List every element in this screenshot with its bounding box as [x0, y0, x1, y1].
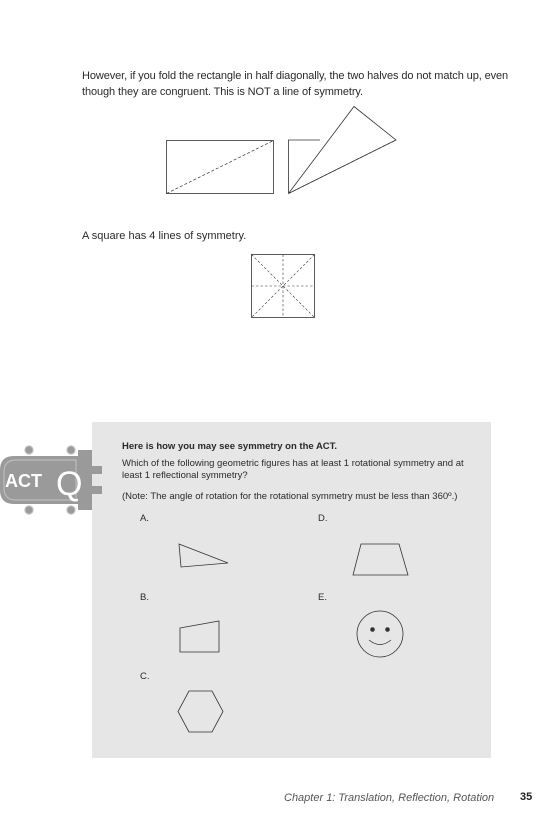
option-a-triangle	[178, 543, 232, 569]
rectangle-diagonal-figure	[166, 140, 276, 195]
option-b-quadrilateral	[179, 620, 223, 654]
option-e-smiley-face	[356, 610, 406, 660]
option-d-label[interactable]: D.	[318, 513, 328, 524]
option-d-trapezoid	[352, 543, 410, 577]
option-c-label[interactable]: C.	[140, 671, 150, 682]
act-question-title: Here is how you may see symmetry on the ACT.	[122, 441, 338, 452]
paragraph-diagonal-fold: However, if you fold the rectangle in half diagonally, the two halves do not match up, even though they are congruent. This is NOT a line of symmetry.	[82, 70, 509, 98]
chapter-footer: Chapter 1: Translation, Reflection, Rotation	[284, 792, 495, 804]
page-number: 35	[520, 791, 533, 803]
badge-q-letter: Q	[56, 465, 83, 503]
option-b-label[interactable]: B.	[140, 592, 149, 603]
folded-rectangle-figure	[288, 106, 400, 196]
act-question-note: (Note: The angle of rotation for the rotational symmetry must be less than 360º.)	[122, 491, 458, 502]
act-q-badge	[0, 440, 108, 520]
square-symmetry-figure	[251, 254, 317, 320]
option-a-label[interactable]: A.	[140, 513, 149, 524]
badge-act-text: ACT	[5, 471, 42, 491]
option-e-label[interactable]: E.	[318, 592, 327, 603]
paragraph-square-symmetry: A square has 4 lines of symmetry.	[82, 230, 247, 242]
option-c-hexagon	[177, 690, 225, 734]
act-question-text: Which of the following geometric figures has at least 1 rotational symmetry and at least 1 reflectional symmetry?	[122, 458, 464, 481]
